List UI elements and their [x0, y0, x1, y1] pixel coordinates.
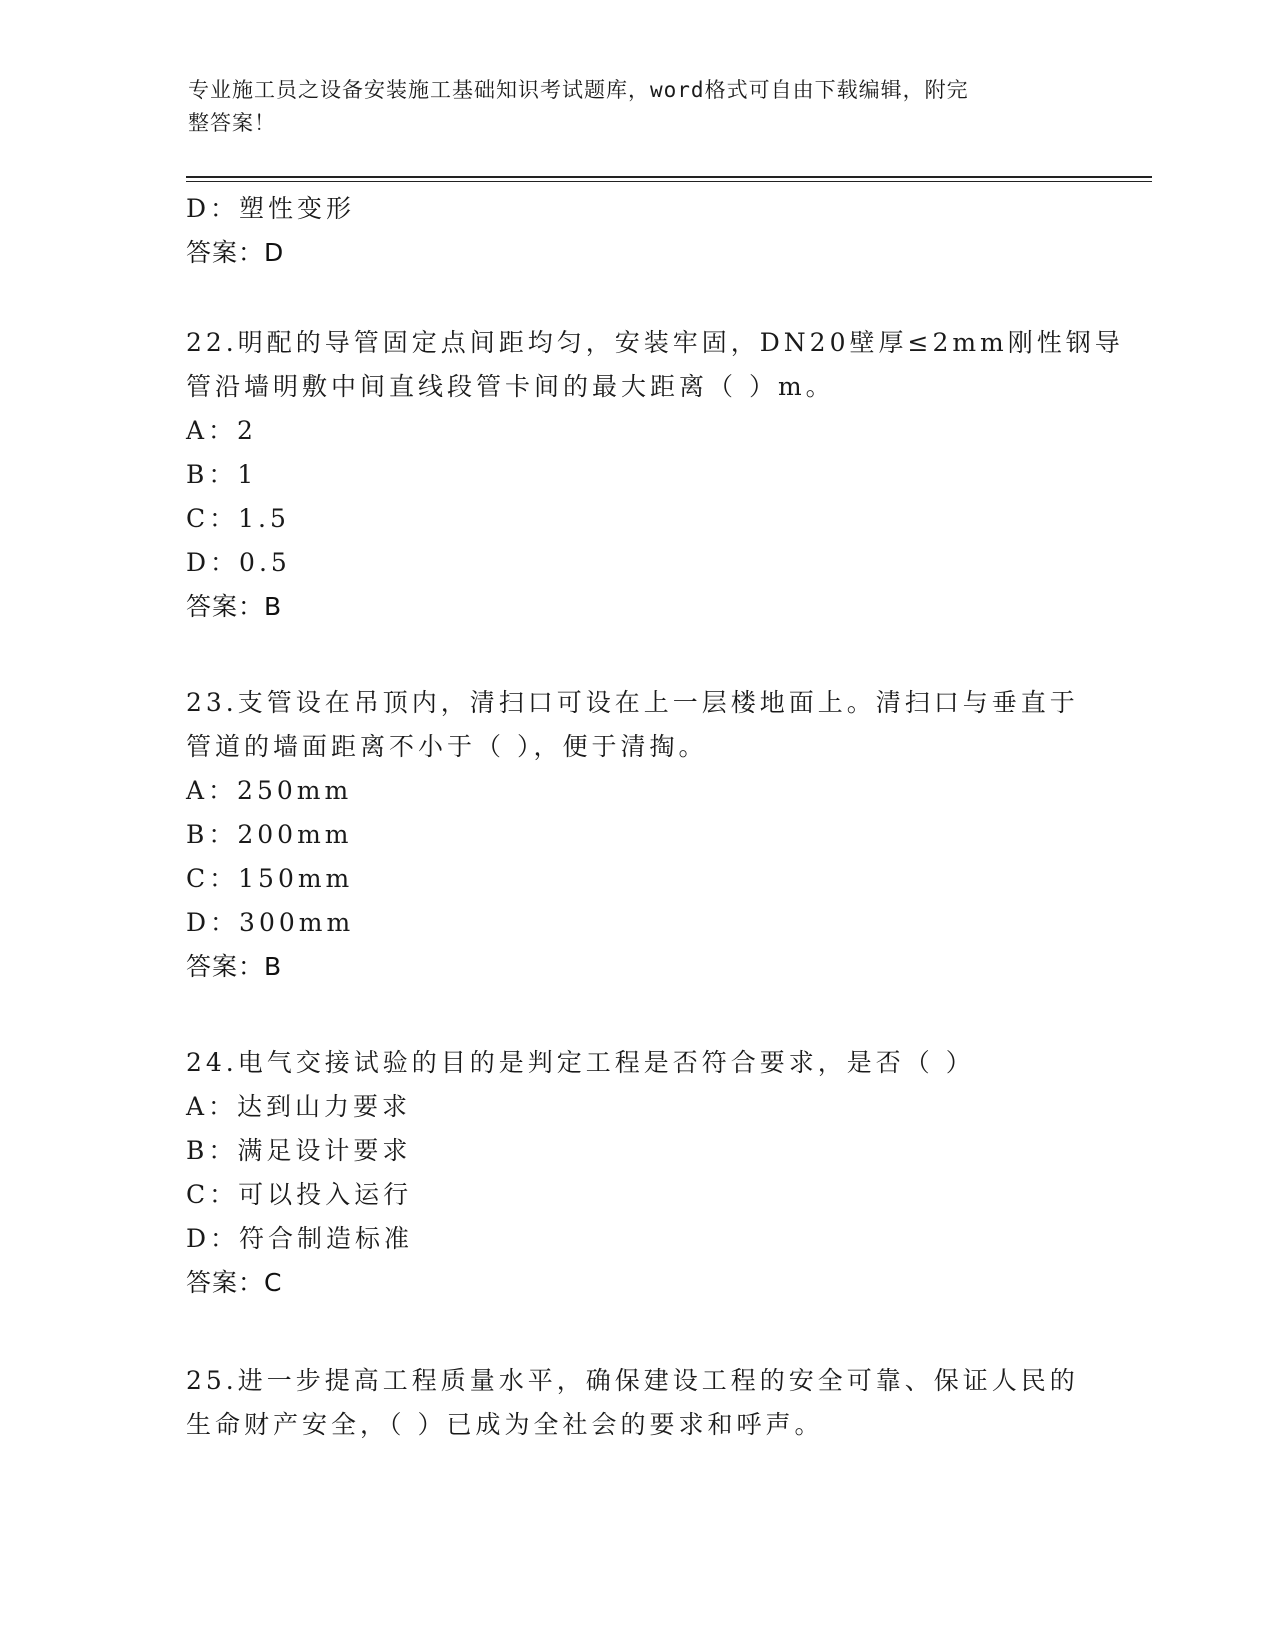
q24-option-d: D：符合制造标准	[186, 1224, 414, 1253]
q24-option-c: C：可以投入运行	[186, 1180, 413, 1209]
header-line-2: 整答案！	[188, 111, 276, 135]
q22-option-c: C：1.5	[186, 504, 290, 533]
q25-stem-line-2: 生命财产安全，（ ）已成为全社会的要求和呼声。	[186, 1410, 824, 1439]
q23-stem-line-1: 23.支管设在吊顶内，清扫口可设在上一层楼地面上。清扫口与垂直于	[186, 688, 1079, 717]
q22-option-d: D：0.5	[186, 548, 291, 577]
header-divider-thin	[186, 181, 1152, 182]
prev-answer: 答案：D	[186, 238, 285, 267]
q24-stem-line-1: 24.电气交接试验的目的是判定工程是否符合要求，是否（ ）	[186, 1048, 975, 1077]
header-divider-thick	[186, 176, 1152, 178]
q23-option-d: D：300mm	[186, 908, 355, 937]
q22-option-b: B：1	[186, 460, 258, 489]
q23-answer: 答案：B	[186, 952, 283, 981]
header-line-1: 专业施工员之设备安装施工基础知识考试题库，word格式可自由下载编辑，附完	[188, 78, 969, 102]
q25-stem-line-1: 25.进一步提高工程质量水平，确保建设工程的安全可靠、保证人民的	[186, 1366, 1079, 1395]
q23-option-c: C：150mm	[186, 864, 354, 893]
q22-option-a: A：2	[186, 416, 257, 445]
page-header	[188, 74, 1068, 140]
q24-answer: 答案：C	[186, 1268, 283, 1297]
q23-option-a: A：250mm	[186, 776, 353, 805]
q22-stem-line-2: 管沿墙明敷中间直线段管卡间的最大距离（ ）m。	[186, 372, 835, 401]
q22-answer: 答案：B	[186, 592, 283, 621]
q23-stem-line-2: 管道的墙面距离不小于（ ），便于清掏。	[186, 732, 708, 761]
q23-option-b: B：200mm	[186, 820, 353, 849]
q24-option-b: B：满足设计要求	[186, 1136, 412, 1165]
prev-option-d: D：塑性变形	[186, 194, 356, 223]
q24-option-a: A：达到山力要求	[186, 1092, 412, 1121]
q22-stem-line-1: 22.明配的导管固定点间距均匀，安装牢固，DN20壁厚≤2mm刚性钢导	[186, 328, 1124, 357]
